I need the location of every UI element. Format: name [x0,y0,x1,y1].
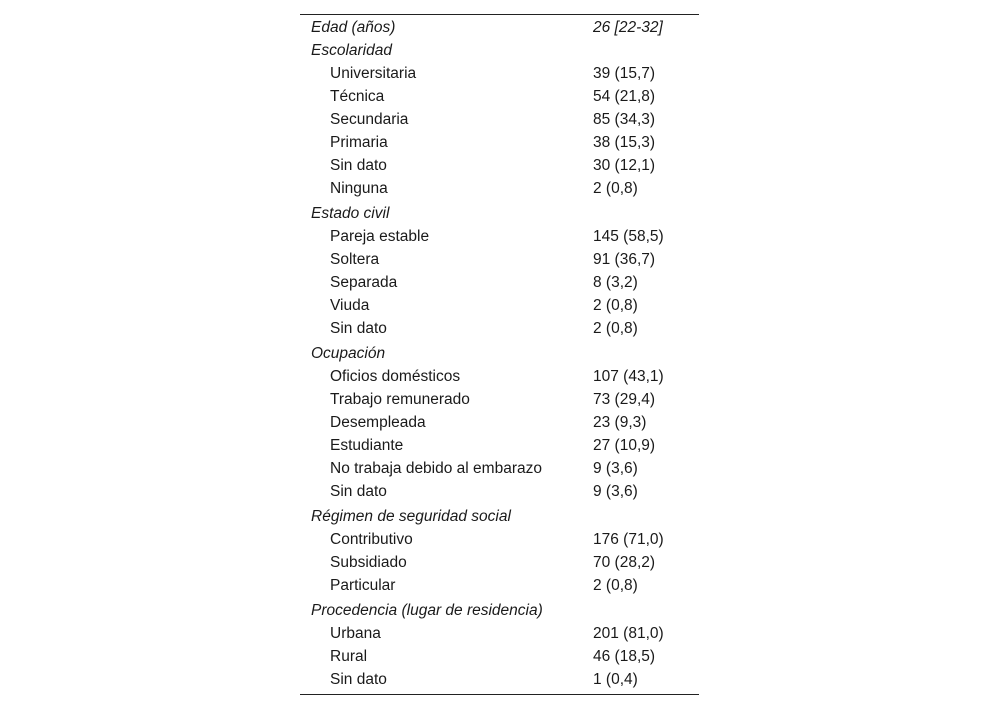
row-label: Sin dato [330,320,387,337]
row-value: 91 (36,7) [593,251,656,268]
row-label: Particular [330,577,396,594]
table-row [300,528,699,551]
row-label: Separada [330,274,398,291]
row-label: Pareja estable [330,228,430,245]
row-value: 2 (0,8) [593,577,638,594]
row-value: 26 [22-32] [593,19,663,36]
table-row [300,365,699,388]
demographics-table [300,14,699,695]
table-row [300,317,699,340]
table-row [300,131,699,154]
table-row [300,388,699,411]
row-value: 1 (0,4) [593,671,638,688]
row-value: 145 (58,5) [593,228,664,245]
row-label: Contributivo [330,531,413,548]
table-group-row [300,202,699,225]
row-label: Régimen de seguridad social [311,508,511,525]
table-group-row [300,342,699,365]
row-label: Estudiante [330,437,404,454]
row-label: Primaria [330,134,388,151]
row-label: Escolaridad [311,42,392,59]
table-row [300,294,699,317]
row-value: 201 (81,0) [593,625,664,642]
row-value: 27 (10,9) [593,437,656,454]
row-label: Edad (años) [311,19,396,36]
row-label: Trabajo remunerado [330,391,470,408]
table-group-row [300,505,699,528]
row-label: Ocupación [311,345,386,362]
table-row [300,622,699,645]
table-group-row [300,16,699,39]
row-label: Sin dato [330,483,387,500]
table-row [300,480,699,503]
row-label: Sin dato [330,671,387,688]
row-value: 38 (15,3) [593,134,656,151]
row-label: Subsidiado [330,554,407,571]
row-label: Técnica [330,88,385,105]
row-label: Ninguna [330,180,388,197]
row-label: Rural [330,648,368,665]
table-row [300,434,699,457]
row-label: Oficios domésticos [330,368,461,385]
row-label: Sin dato [330,157,387,174]
row-value: 30 (12,1) [593,157,656,174]
row-label: Urbana [330,625,381,642]
table-row [300,668,699,691]
row-value: 23 (9,3) [593,414,647,431]
row-label: Desempleada [330,414,426,431]
table-row [300,108,699,131]
row-label: Soltera [330,251,380,268]
table-row [300,154,699,177]
row-label: Estado civil [311,205,390,222]
table-group-row [300,599,699,622]
row-value: 2 (0,8) [593,297,638,314]
table-row [300,574,699,597]
table-row [300,645,699,668]
row-value: 2 (0,8) [593,180,638,197]
row-label: Universitaria [330,65,417,82]
row-label: No trabaja debido al embarazo [330,460,542,477]
row-label: Viuda [330,297,370,314]
table-row [300,248,699,271]
table-row [300,457,699,480]
table-row [300,177,699,200]
row-value: 85 (34,3) [593,111,656,128]
row-value: 9 (3,6) [593,483,638,500]
row-value: 8 (3,2) [593,274,638,291]
row-value: 107 (43,1) [593,368,664,385]
row-value: 46 (18,5) [593,648,656,665]
table-row [300,85,699,108]
table-row [300,271,699,294]
row-value: 176 (71,0) [593,531,664,548]
row-value: 54 (21,8) [593,88,656,105]
table-row [300,551,699,574]
table-row [300,411,699,434]
row-value: 73 (29,4) [593,391,656,408]
table-row [300,62,699,85]
row-value: 9 (3,6) [593,460,638,477]
table-row [300,225,699,248]
row-value: 70 (28,2) [593,554,656,571]
row-value: 39 (15,7) [593,65,656,82]
row-label: Procedencia (lugar de residencia) [311,602,543,619]
row-label: Secundaria [330,111,409,128]
row-value: 2 (0,8) [593,320,638,337]
table-group-row [300,39,699,62]
